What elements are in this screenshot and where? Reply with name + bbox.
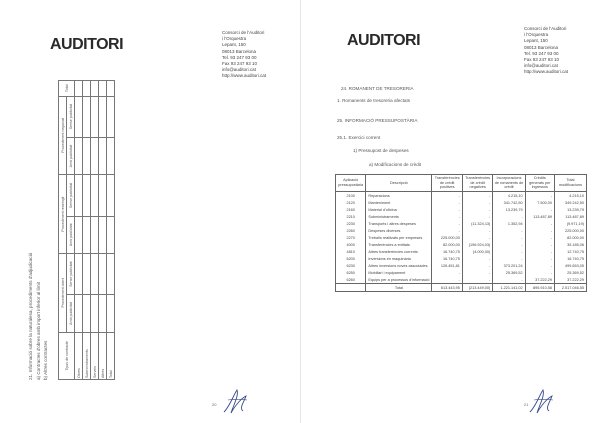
cell bbox=[99, 295, 107, 332]
cell bbox=[83, 137, 91, 174]
cell: 113.487,89 bbox=[555, 213, 587, 220]
row-code: 4810 bbox=[336, 248, 366, 255]
logo-text: AUDITORI bbox=[347, 32, 421, 49]
cell: - bbox=[493, 255, 525, 262]
row-description: Despeses diverses bbox=[366, 227, 432, 234]
address-line: 08013 Barcelona bbox=[524, 44, 559, 50]
cell: 25.369,52 bbox=[555, 269, 587, 276]
header-cell: Total modificacions bbox=[555, 175, 587, 192]
cell: - bbox=[432, 213, 462, 220]
cell bbox=[107, 137, 115, 174]
cell: - bbox=[432, 220, 462, 227]
table-row bbox=[75, 81, 83, 380]
cell bbox=[99, 253, 107, 294]
cell: 82.000,00 bbox=[432, 241, 462, 248]
cell bbox=[99, 137, 107, 174]
cell: - bbox=[525, 220, 554, 227]
cell: 613.443,95 bbox=[432, 284, 462, 292]
address-line: Tel. 93 247 93 00 bbox=[222, 54, 257, 60]
table-row bbox=[336, 206, 587, 213]
row-description: Material d'oficina bbox=[366, 206, 432, 213]
cell: (196.924,03) bbox=[462, 241, 492, 248]
cell: - bbox=[493, 234, 525, 241]
subheader-cell: Amb publicitat bbox=[67, 216, 75, 253]
cell bbox=[83, 81, 91, 97]
table-row bbox=[336, 234, 587, 241]
cell: - bbox=[493, 276, 525, 284]
table-row bbox=[336, 262, 587, 269]
row-code: 6230 bbox=[336, 262, 366, 269]
address-line: Fax 93 247 93 10 bbox=[524, 57, 560, 63]
header-cell: Procediment negociat bbox=[59, 96, 67, 175]
cell bbox=[107, 81, 115, 97]
table-row bbox=[336, 255, 587, 262]
row-code: 6260 bbox=[336, 276, 366, 284]
row-description: Reparacions bbox=[366, 192, 432, 200]
cell: - bbox=[432, 269, 462, 276]
section-heading: 25. INFORMACIÓ PRESSUPOSTÀRIA bbox=[337, 118, 418, 123]
cell bbox=[91, 295, 99, 332]
cell bbox=[107, 96, 115, 137]
credit-modifications-table bbox=[335, 174, 587, 292]
row-label: Total bbox=[107, 332, 115, 379]
cell bbox=[83, 216, 91, 253]
row-code: 4000 bbox=[336, 241, 366, 248]
header-cell: Descripció bbox=[366, 175, 432, 192]
row-description: Manteniment bbox=[366, 199, 432, 206]
table-row bbox=[336, 199, 587, 206]
section-subheading: 1. Romanents de tresoreria afectats bbox=[337, 98, 411, 103]
cell: - bbox=[462, 269, 492, 276]
cell: - bbox=[525, 234, 554, 241]
row-description: Subministraments bbox=[366, 213, 432, 220]
cell bbox=[99, 96, 107, 137]
cell: - bbox=[525, 192, 554, 200]
cell bbox=[75, 253, 83, 294]
rotated-heading: 21. Informació sobre la naturalesa, procediments d'adjudicació bbox=[28, 252, 33, 380]
address-block bbox=[222, 30, 266, 80]
cell: - bbox=[462, 276, 492, 284]
row-code: 2270 bbox=[336, 234, 366, 241]
row-label: Altres bbox=[99, 332, 107, 379]
cell: 37.222,29 bbox=[555, 276, 587, 284]
cell: - bbox=[493, 241, 525, 248]
logo-text: AUDITORI bbox=[50, 36, 124, 53]
cell bbox=[99, 81, 107, 97]
cell bbox=[91, 216, 99, 253]
table-row bbox=[107, 81, 115, 380]
cell: 35.185,06 bbox=[555, 241, 587, 248]
address-line: i l'Orquestra bbox=[222, 36, 247, 42]
cell: 113.487,89 bbox=[525, 213, 554, 220]
auditori-logo bbox=[50, 36, 123, 54]
cell bbox=[107, 175, 115, 216]
table-row bbox=[336, 276, 587, 284]
cell: (9.971,19) bbox=[555, 220, 587, 227]
cell bbox=[99, 175, 107, 216]
rotated-line: b) Altres contractes bbox=[43, 340, 48, 380]
address-line: 08013 Barcelona bbox=[222, 48, 257, 54]
address-line: Lepant, 150 bbox=[524, 38, 548, 44]
header-cell: Transferències de crèdit negatives bbox=[462, 175, 492, 192]
cell: - bbox=[525, 227, 554, 234]
cell bbox=[83, 175, 91, 216]
cell: 373.201,24 bbox=[493, 262, 525, 269]
cell: 37.222,29 bbox=[525, 276, 554, 284]
cell bbox=[99, 216, 107, 253]
row-description: Transferències a entitats bbox=[366, 241, 432, 248]
cell bbox=[83, 253, 91, 294]
cell: 341.742,50 bbox=[493, 199, 525, 206]
row-code: 6200 bbox=[336, 255, 366, 262]
cell bbox=[75, 137, 83, 174]
cell: 12.740,75 bbox=[555, 248, 587, 255]
header-cell: Incorporacions de romanents de crèdit bbox=[493, 175, 525, 192]
cell: (11.324,13) bbox=[462, 220, 492, 227]
row-label: Obres bbox=[75, 332, 83, 379]
total-row bbox=[336, 284, 587, 292]
cell bbox=[91, 253, 99, 294]
row-code: 2100 bbox=[336, 192, 366, 200]
rotated-content bbox=[28, 80, 144, 380]
address-line: i l'Orquestra bbox=[524, 32, 549, 38]
cell: - bbox=[493, 227, 525, 234]
cell bbox=[107, 295, 115, 332]
right-page bbox=[300, 0, 600, 423]
signature-icon bbox=[528, 386, 556, 416]
cell bbox=[91, 81, 99, 97]
cell: 1.352,94 bbox=[493, 220, 525, 227]
cell: 13.239,79 bbox=[493, 206, 525, 213]
section-subheading: 1) Pressupost de despeses bbox=[353, 148, 409, 153]
cell: - bbox=[462, 262, 492, 269]
cell: (213.449,00) bbox=[462, 284, 492, 292]
table-row bbox=[336, 192, 587, 200]
table-row bbox=[336, 241, 587, 248]
address-block bbox=[524, 26, 568, 76]
cell: 4.215,10 bbox=[555, 192, 587, 200]
cell: - bbox=[462, 192, 492, 200]
cell: 895.910,58 bbox=[525, 284, 554, 292]
cell: 16.740,75 bbox=[432, 255, 462, 262]
cell: 1.221.141,02 bbox=[493, 284, 525, 292]
table-row bbox=[99, 81, 107, 380]
cell bbox=[83, 96, 91, 137]
cell: - bbox=[525, 206, 554, 213]
cell: 225.000,00 bbox=[555, 227, 587, 234]
cell bbox=[107, 253, 115, 294]
rotated-line: a) Contractes d'obres amb import inferior al límit bbox=[36, 282, 41, 380]
cell: 16.740,75 bbox=[555, 255, 587, 262]
cell: - bbox=[462, 227, 492, 234]
cell: - bbox=[432, 199, 462, 206]
cell bbox=[75, 216, 83, 253]
cell: - bbox=[462, 206, 492, 213]
cell: - bbox=[432, 206, 462, 213]
cell: - bbox=[462, 234, 492, 241]
address-line: Tel. 93 247 93 00 bbox=[524, 50, 559, 56]
section-heading: 25.1. Exercici corrent bbox=[337, 135, 381, 140]
subheader-cell: Sense publicitat bbox=[67, 96, 75, 137]
address-line: info@auditori.cat bbox=[222, 67, 256, 73]
page-number: 21 bbox=[524, 402, 529, 407]
cell: - bbox=[525, 269, 554, 276]
cell: 499.653,05 bbox=[555, 262, 587, 269]
cell: 2.517.046,55 bbox=[555, 284, 587, 292]
row-description: Inversions en maquinària bbox=[366, 255, 432, 262]
cell: 16.740,75 bbox=[432, 248, 462, 255]
cell bbox=[75, 81, 83, 97]
row-code: 2210 bbox=[336, 213, 366, 220]
signature-icon bbox=[222, 386, 250, 416]
cell: - bbox=[493, 213, 525, 220]
row-description: Equips per a processos d'informació bbox=[366, 276, 432, 284]
row-description: Altres transferències corrents bbox=[366, 248, 432, 255]
header-cell: Tipus de contracte bbox=[59, 332, 75, 379]
cell: - bbox=[432, 276, 462, 284]
cell: - bbox=[525, 241, 554, 248]
cell bbox=[75, 96, 83, 137]
header-cell: Crèdits generats per ingressos bbox=[525, 175, 554, 192]
cell bbox=[75, 175, 83, 216]
page-number: 20 bbox=[212, 402, 217, 407]
contracts-table bbox=[58, 80, 115, 380]
row-description: Treballs realitzats per empreses bbox=[366, 234, 432, 241]
row-code: 2230 bbox=[336, 220, 366, 227]
row-code: 2260 bbox=[336, 227, 366, 234]
cell: 82.000,00 bbox=[555, 234, 587, 241]
subheader-cell: Sense publicitat bbox=[67, 175, 75, 216]
address-line: Consorci de l'Auditori bbox=[524, 26, 567, 31]
table-header-row bbox=[336, 175, 587, 192]
auditori-logo bbox=[347, 32, 420, 50]
row-label: Serveis bbox=[91, 332, 99, 379]
cell bbox=[83, 295, 91, 332]
cell: - bbox=[462, 213, 492, 220]
subheader-cell: Amb publicitat bbox=[67, 137, 75, 174]
table-row bbox=[336, 220, 587, 227]
cell bbox=[91, 96, 99, 137]
cell: - bbox=[493, 248, 525, 255]
cell: - bbox=[525, 255, 554, 262]
address-line: Lepant, 150 bbox=[222, 42, 246, 48]
table-body bbox=[336, 192, 587, 284]
cell: (4.000,00) bbox=[462, 248, 492, 255]
address-line: http://www.auditori.cat bbox=[222, 73, 267, 79]
row-description: Transports i altres despeses bbox=[366, 220, 432, 227]
table-row bbox=[336, 227, 587, 234]
cell: - bbox=[432, 192, 462, 200]
table-row bbox=[91, 81, 99, 380]
table-row bbox=[336, 248, 587, 255]
header-cell: Total bbox=[59, 81, 75, 97]
row-description: Altres inversions noves associades bbox=[366, 262, 432, 269]
cell: - bbox=[525, 262, 554, 269]
table-row bbox=[336, 213, 587, 220]
section-subheading: a) Modificacions de crèdit bbox=[369, 162, 422, 167]
cell: 4.215,10 bbox=[493, 192, 525, 200]
subheader-cell: Sense publicitat bbox=[67, 253, 75, 294]
row-label: Subministraments bbox=[83, 332, 91, 379]
table-row bbox=[83, 81, 91, 380]
cell: - bbox=[432, 227, 462, 234]
subheader-cell: Amb publicitat bbox=[67, 295, 75, 332]
row-code: 2160 bbox=[336, 206, 366, 213]
cell: 225.000,00 bbox=[432, 234, 462, 241]
cell bbox=[91, 175, 99, 216]
cell: - bbox=[462, 255, 492, 262]
header-cell: Aplicació pressupostària bbox=[336, 175, 366, 192]
cell: - bbox=[525, 248, 554, 255]
total-label: Total bbox=[366, 284, 432, 292]
address-line: info@auditori.cat bbox=[524, 63, 558, 69]
cell: - bbox=[462, 199, 492, 206]
address-line: Fax 93 247 93 10 bbox=[222, 61, 258, 67]
header-cell: Procediment obert bbox=[59, 253, 67, 332]
row-code: 2120 bbox=[336, 199, 366, 206]
cell bbox=[107, 216, 115, 253]
cell: 349.242,50 bbox=[555, 199, 587, 206]
section-heading: 24. ROMANENT DE TRESORERIA bbox=[341, 86, 414, 91]
cell: 7.500,00 bbox=[525, 199, 554, 206]
cell: 126.451,81 bbox=[432, 262, 462, 269]
cell: 25.369,52 bbox=[493, 269, 525, 276]
cell bbox=[336, 284, 366, 292]
row-description: Mobiliari i equipament bbox=[366, 269, 432, 276]
address-line: Consorci de l'Auditori bbox=[222, 30, 265, 35]
table-row bbox=[336, 269, 587, 276]
address-line: http://www.auditori.cat bbox=[524, 69, 569, 75]
row-code: 6250 bbox=[336, 269, 366, 276]
table-header-row bbox=[59, 81, 67, 380]
cell bbox=[91, 137, 99, 174]
cell bbox=[75, 295, 83, 332]
header-cell: Procediment restringit bbox=[59, 175, 67, 254]
header-cell: Transferències de crèdit positives bbox=[432, 175, 462, 192]
cell: 13.239,79 bbox=[555, 206, 587, 213]
